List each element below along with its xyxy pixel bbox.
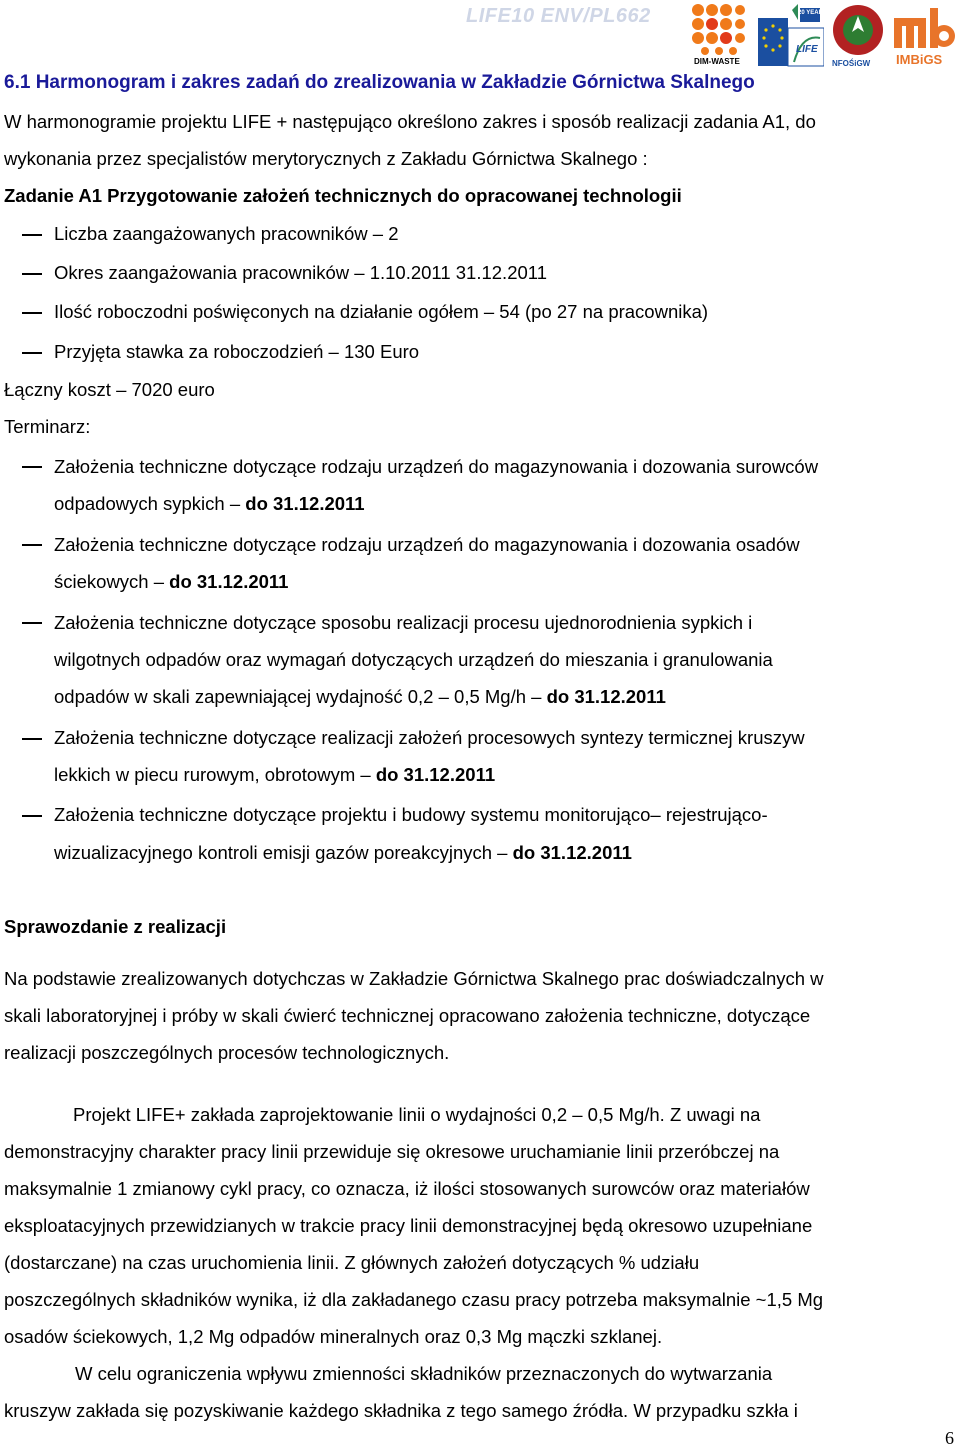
bullet-dash-icon xyxy=(22,738,42,740)
life-years-label: 20 YEARS xyxy=(798,10,827,16)
schedule-item-text: ściekowych – xyxy=(54,571,170,592)
life-logo xyxy=(758,4,827,68)
imbigs-logo xyxy=(892,6,956,70)
schedule-item-line: Założenia techniczne dotyczące sposobu realizacji procesu ujednorodnienia sypkich i xyxy=(54,612,753,633)
imbigs-mark-icon xyxy=(892,6,956,52)
schedule-item-text: odpadowych sypkich – xyxy=(54,493,246,514)
report-p2-line: demonstracyjny charakter pracy linii przewiduje się okresowe uruchamianie linii przeróbczej na xyxy=(4,1141,780,1162)
intro-line-1: W harmonogramie projektu LIFE + następująco określono zakres i sposób realizacji zadania A1, do xyxy=(4,111,816,132)
schedule-deadline: do 31.12.2011 xyxy=(169,571,289,592)
bullet-dash-icon xyxy=(22,312,42,314)
schedule-item-line: wilgotnych odpadów oraz wymagań dotyczących urządzeń do mieszania i granulowania xyxy=(54,649,773,670)
dim-waste-label: DIM-WASTE xyxy=(694,57,740,66)
schedule-item-line xyxy=(54,764,495,786)
bullet-dash-icon xyxy=(22,352,42,354)
bullet-dash-icon xyxy=(22,544,42,546)
schedule-item-line xyxy=(54,493,365,515)
task-item: Okres zaangażowania pracowników – 1.10.2011 31.12.2011 xyxy=(54,262,547,283)
task-item: Ilość roboczodni poświęconych na działanie ogółem – 54 (po 27 na pracownika) xyxy=(54,301,709,322)
schedule-item-line: Założenia techniczne dotyczące projektu i budowy systemu monitorująco– rejestrująco- xyxy=(54,804,768,825)
schedule-deadline: do 31.12.2011 xyxy=(512,842,632,863)
intro-line-2: wykonania przez specjalistów merytorycznych z Zakładu Górnictwa Skalnego : xyxy=(4,148,648,169)
life-label: LIFE xyxy=(796,44,818,55)
schedule-item-text: odpadów w skali zapewniającej wydajność 0,2 – 0,5 Mg/h – xyxy=(54,686,547,707)
report-p1-line: skali laboratoryjnej i próby w skali ćwierć technicznej opracowano założenia techniczne, dotyczące xyxy=(4,1005,811,1026)
report-p2-line: eksploatacyjnych przewidzianych w trakcie pracy linii demonstracyjnej będą okresowo uzupełniane xyxy=(4,1215,813,1236)
nfosigw-label: NFOŚiGW xyxy=(832,59,871,68)
report-p2-line: poszczególnych składników wynika, iż dla zakładanego czasu pracy potrzeba maksymalnie ~1,5 Mg xyxy=(4,1289,824,1310)
nfosigw-logo xyxy=(830,2,886,70)
report-p1-line: realizacji poszczególnych procesów technologicznych. xyxy=(4,1042,450,1063)
page-header xyxy=(0,0,960,72)
bullet-dash-icon xyxy=(22,234,42,236)
bullet-dash-icon xyxy=(22,273,42,275)
report-p3-line: W celu ograniczenia wpływu zmienności składników przeznaczonych do wytwarzania xyxy=(75,1363,773,1384)
project-code: LIFE10 ENV/PL662 xyxy=(466,5,651,27)
total-cost: Łączny koszt – 7020 euro xyxy=(4,379,215,400)
nfosigw-emblem-icon xyxy=(830,2,886,58)
schedule-item-line: Założenia techniczne dotyczące realizacji założeń procesowych syntezy termicznej kruszyw xyxy=(54,727,805,748)
report-p2-line: Projekt LIFE+ zakłada zaprojektowanie linii o wydajności 0,2 – 0,5 Mg/h. Z uwagi na xyxy=(73,1104,761,1125)
schedule-label: Terminarz: xyxy=(4,416,91,437)
report-p2-line: (dostarczane) na czas uruchomienia linii. Z głównych założeń dotyczących % udziału xyxy=(4,1252,700,1273)
schedule-deadline: do 31.12.2011 xyxy=(375,764,496,785)
task-heading: Zadanie A1 Przygotowanie założeń technicznych do opracowanej technologii xyxy=(4,185,682,206)
dim-waste-logo xyxy=(690,2,746,68)
page-number: 6 xyxy=(945,1428,954,1448)
report-heading: Sprawozdanie z realizacji xyxy=(4,916,227,937)
schedule-item-line xyxy=(54,686,666,708)
task-item: Przyjęta stawka za roboczodzień – 130 Euro xyxy=(54,341,420,362)
bullet-dash-icon xyxy=(22,622,42,624)
report-p2-line: maksymalnie 1 zmianowy cykl pracy, co oznacza, iż ilości stosowanych surowców oraz materiałów xyxy=(4,1178,810,1199)
bullet-dash-icon xyxy=(22,815,42,817)
schedule-deadline: do 31.12.2011 xyxy=(245,493,365,514)
dim-waste-dots-icon xyxy=(690,2,746,56)
imbigs-label: IMBiGS xyxy=(896,52,943,67)
task-item: Liczba zaangażowanych pracowników – 2 xyxy=(54,223,399,244)
schedule-item-text: wizualizacyjnego kontroli emisji gazów poreakcyjnych – xyxy=(54,842,513,863)
schedule-item-line xyxy=(54,842,632,864)
schedule-item-line: Założenia techniczne dotyczące rodzaju urządzeń do magazynowania i dozowania surowców xyxy=(54,456,819,477)
bullet-dash-icon xyxy=(22,466,42,468)
report-p1-line: Na podstawie zrealizowanych dotychczas w Zakładzie Górnictwa Skalnego prac doświadczalnych w xyxy=(4,968,824,989)
schedule-item-line: Założenia techniczne dotyczące rodzaju urządzeń do magazynowania i dozowania osadów xyxy=(54,534,800,555)
schedule-item-line xyxy=(54,571,288,593)
section-title: 6.1 Harmonogram i zakres zadań do zrealizowania w Zakładzie Górnictwa Skalnego xyxy=(4,72,755,93)
report-p3-line: kruszyw zakłada się pozyskiwanie każdego składnika z tego samego źródła. W przypadku szkła i xyxy=(4,1400,798,1421)
schedule-deadline: do 31.12.2011 xyxy=(546,686,666,707)
schedule-item-text: lekkich w piecu rurowym, obrotowym – xyxy=(54,764,376,785)
report-p2-line: osadów ściekowych, 1,2 Mg odpadów mineralnych oraz 0,3 Mg mączki szklanej. xyxy=(4,1326,663,1347)
